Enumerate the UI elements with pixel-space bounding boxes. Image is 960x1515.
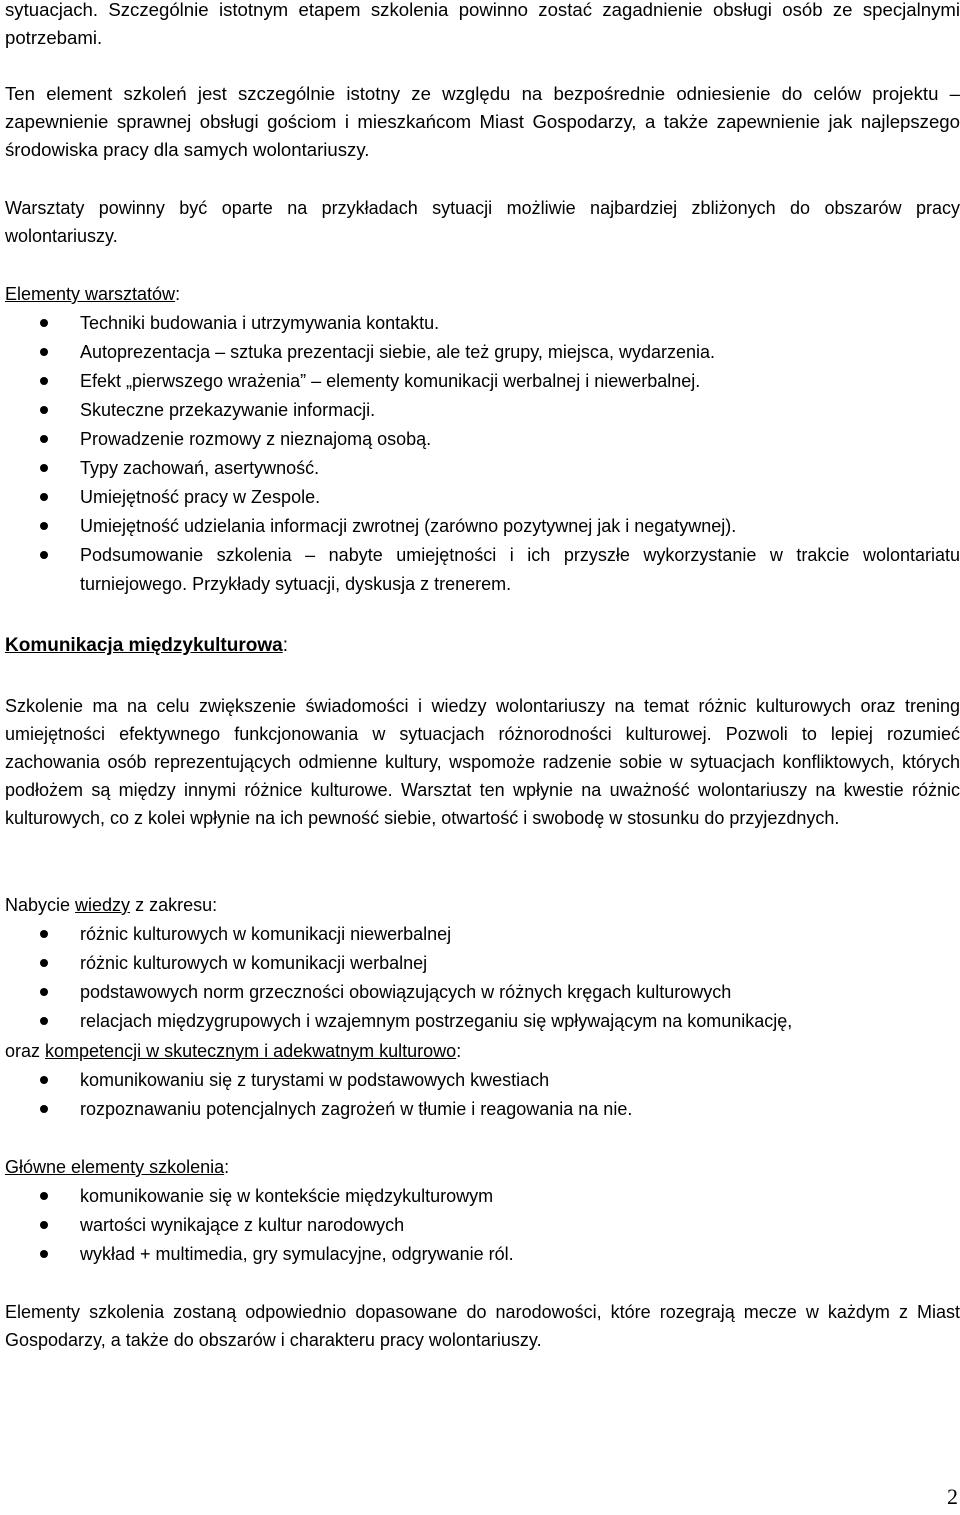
list-item-text: Skuteczne przekazywanie informacji. [80, 400, 376, 420]
competence-heading [5, 1037, 461, 1065]
list-item-text: Autoprezentacja – sztuka prezentacji siebie, ale też grupy, miejsca, wydarzenia. [80, 342, 715, 362]
list-item [5, 512, 960, 541]
list-item [5, 949, 960, 978]
bullet-icon [40, 1221, 48, 1229]
list-item [5, 1182, 960, 1211]
list-item [5, 541, 960, 599]
bullet-icon [40, 1076, 48, 1084]
closing-paragraph: Elementy szkolenia zostaną odpowiednio dopasowane do narodowości, które rozegrają mecze w każdym z Miast Gospodarzy, a także do obszarów i charakteru pracy wolontariuszy. [5, 1302, 960, 1350]
list-item-text: różnic kulturowych w komunikacji niewerbalnej [80, 924, 452, 944]
list-item-text: wartości wynikające z kultur narodowych [80, 1215, 405, 1235]
list-item-text: komunikowaniu się z turystami w podstawowych kwestiach [80, 1070, 550, 1090]
knowledge-list [5, 920, 960, 1036]
bullet-icon [40, 1017, 48, 1025]
list-item [5, 920, 960, 949]
bullet-icon [40, 959, 48, 967]
list-item [5, 367, 960, 396]
list-item [5, 454, 960, 483]
bullet-icon [40, 1105, 48, 1113]
main-elements-list [5, 1182, 960, 1269]
intercultural-heading [5, 632, 288, 660]
intro-continued-paragraph: sytuacjach. Szczególnie istotnym etapem szkolenia powinno zostać zagadnienie obsługi osób ze specjalnymi potrzebami. [5, 0, 960, 48]
main-elements-heading-text: Główne elementy szkolenia [5, 1157, 225, 1177]
bullet-icon [40, 493, 48, 501]
bullet-icon [40, 348, 48, 356]
knowledge-word: wiedzy [75, 895, 131, 915]
list-item [5, 396, 960, 425]
workshops-heading-colon: : [175, 284, 181, 304]
workshops-heading-text: Elementy warsztatów [5, 284, 176, 304]
list-item-text: Podsumowanie szkolenia – nabyte umiejętności i ich przyszłe wykorzystanie w trakcie wolontariatu turniejowego. Przykłady sytuacji, dyskusja z trenerem. [80, 545, 960, 594]
knowledge-heading [5, 891, 217, 919]
list-item [5, 309, 960, 338]
list-item-text: relacjach międzygrupowych i wzajemnym postrzeganiu się wpływającym na komunikację, [80, 1011, 793, 1031]
list-item-text: różnic kulturowych w komunikacji werbalnej [80, 953, 428, 973]
bullet-icon [40, 1250, 48, 1258]
bullet-icon [40, 377, 48, 385]
main-elements-heading [5, 1153, 229, 1181]
list-item-text: Umiejętność pracy w Zespole. [80, 487, 321, 507]
list-item [5, 483, 960, 512]
workshops-list [5, 309, 960, 599]
bullet-icon [40, 319, 48, 327]
list-item-text: Prowadzenie rozmowy z nieznajomą osobą. [80, 429, 432, 449]
knowledge-suffix: z zakresu: [130, 895, 218, 915]
list-item [5, 978, 960, 1007]
intro-paragraph-3: Warsztaty powinny być oparte na przykładach sytuacji możliwie najbardziej zbliżonych do obszarów pracy wolontariuszy. [5, 198, 960, 246]
bullet-icon [40, 406, 48, 414]
bullet-icon [40, 988, 48, 996]
list-item [5, 1211, 960, 1240]
list-item-text: komunikowanie się w kontekście międzykulturowym [80, 1186, 494, 1206]
bullet-icon [40, 930, 48, 938]
bullet-icon [40, 522, 48, 530]
bullet-icon [40, 1192, 48, 1200]
list-item [5, 338, 960, 367]
list-item-text: Techniki budowania i utrzymywania kontaktu. [80, 313, 440, 333]
workshops-heading [5, 280, 180, 308]
intro-paragraph-2: Ten element szkoleń jest szczególnie istotny ze względu na bezpośrednie odniesienie do celów projektu – zapewnienie sprawnej obsługi gościom i mieszkańcom Miast Gospodarzy, a także zapewnienie jak najlepszego środowiska pracy dla samych wolontariuszy. [5, 83, 960, 160]
list-item-text: rozpoznawaniu potencjalnych zagrożeń w tłumie i reagowania na nie. [80, 1099, 633, 1119]
list-item-text: Efekt „pierwszego wrażenia” – elementy komunikacji werbalnej i niewerbalnej. [80, 371, 701, 391]
main-elements-heading-colon: : [224, 1157, 230, 1177]
list-item-text: podstawowych norm grzeczności obowiązujących w różnych kręgach kulturowych [80, 982, 732, 1002]
bullet-icon [40, 551, 48, 559]
list-item [5, 1007, 960, 1036]
intercultural-heading-text: Komunikacja międzykulturowa [5, 635, 283, 656]
knowledge-prefix: Nabycie [5, 895, 76, 915]
intercultural-paragraph: Szkolenie ma na celu zwiększenie świadomości i wiedzy wolontariuszy na temat różnic kulturowych oraz trening umiejętności efektywnego funkcjonowania w sytuacjach różnorodności kulturowej. Pozwoli to lepiej rozumieć zachowania osób reprezentujących odmienne kultury, wspomoże radzenie sobie w sytuacjach konfliktowych, których podłożem są między innymi różnice kulturowe. Warsztat ten wpłynie na uważność wolontariuszy na kwestie różnic kulturowych, co z kolei wpłynie na ich pewność siebie, otwartość i swobodę w stosunku do przyjezdnych. [5, 696, 960, 828]
list-item [5, 425, 960, 454]
list-item-text: Umiejętność udzielania informacji zwrotnej (zarówno pozytywnej jak i negatywnej). [80, 516, 737, 536]
list-item-text: Typy zachowań, asertywność. [80, 458, 320, 478]
competence-word: kompetencji w skutecznym i adekwatnym kulturowo [45, 1041, 457, 1061]
bullet-icon [40, 435, 48, 443]
competence-suffix: : [456, 1041, 462, 1061]
competence-list [5, 1066, 960, 1124]
list-item [5, 1095, 960, 1124]
competence-prefix: oraz [5, 1041, 46, 1061]
list-item-text: wykład + multimedia, gry symulacyjne, odgrywanie ról. [80, 1244, 514, 1264]
list-item [5, 1240, 960, 1269]
page-number: 2 [947, 1484, 958, 1509]
list-item [5, 1066, 960, 1095]
intercultural-heading-colon: : [282, 635, 288, 656]
bullet-icon [40, 464, 48, 472]
